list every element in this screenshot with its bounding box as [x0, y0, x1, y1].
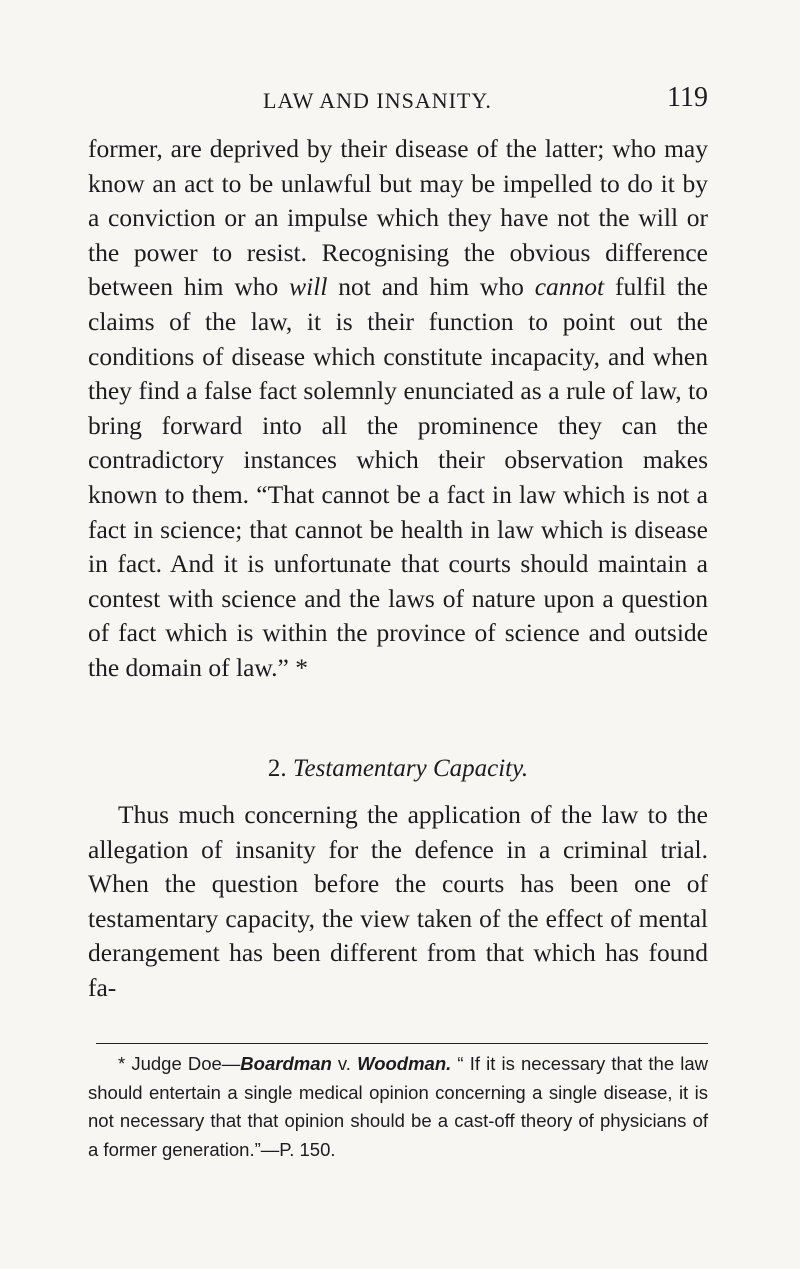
paragraph-1	[88, 132, 708, 686]
paragraph-1-text-c: fulfil the claims of the law, it is their function to point out the conditions of disease which constitute incapacity, and when they find a false fact solemnly enunciated as a rule of law, to bring forward into all the prominence they can the contradictory instances which their observation makes known to them. “That cannot be a fact in law which is not a fact in science; that cannot be health in law which is disease in fact. And it is unfortunate that courts should maintain a contest with science and the laws of nature upon a question of fact which is within the province of science and outside the domain of law.” *	[88, 272, 708, 682]
footnote-case-b: Woodman.	[357, 1053, 452, 1074]
running-head	[88, 82, 708, 122]
page-number: 119	[667, 82, 708, 113]
paragraph-1-text-a: former, are deprived by their disease of the latter; who may know an act to be unlawful but may be impelled to do it by a conviction or an impulse which they have not the will or the power to resist. Recognising the obvious difference between him who	[88, 134, 708, 302]
paragraph-1-text-b: not and him who	[327, 272, 535, 302]
footnote	[88, 1050, 708, 1164]
footnote-text: “ If it is necessary that the law should entertain a single medical opinion concerning a single disease, it is not necessary that that opinion should be a cast-off theory of physicians of a former generation.”—P. 150.	[88, 1053, 709, 1160]
footnote-versus: v.	[331, 1053, 358, 1074]
emphasis-will: will	[289, 272, 328, 302]
running-title: LAW AND INSANITY.	[263, 88, 492, 113]
section-number: 2.	[267, 755, 287, 782]
section-title: Testamentary Capacity.	[292, 755, 529, 782]
paragraph-2	[88, 798, 708, 1006]
footnote-case-a: Boardman	[240, 1053, 332, 1074]
paragraph-2-text: Thus much concerning the application of the law to the allegation of insanity for the defence in a criminal trial. When the question before the courts has been one of testamentary capacity, the view taken of the effect of mental derangement has been different from that which has found fa-	[88, 800, 708, 1002]
footnote-divider	[96, 1043, 708, 1044]
emphasis-cannot: cannot	[534, 272, 605, 302]
section-heading	[88, 755, 708, 783]
footnote-marker: * Judge Doe—	[118, 1053, 241, 1074]
